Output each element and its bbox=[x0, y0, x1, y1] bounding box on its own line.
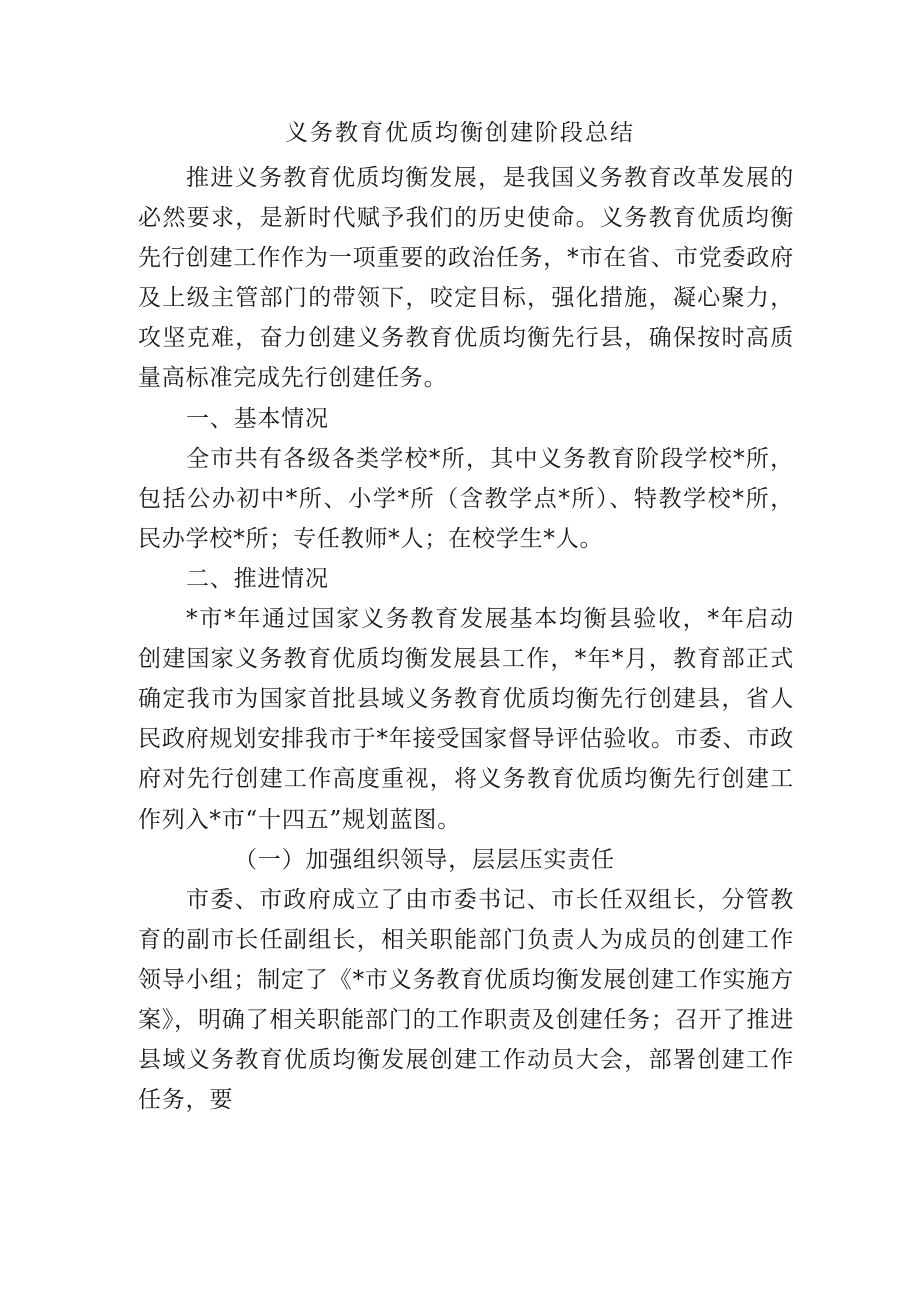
subsection-heading-leadership: （一）加强组织领导，层层压实责任 bbox=[234, 846, 615, 873]
progress-paragraph: *市*年通过国家义务教育发展基本均衡县验收，*年启动创建国家义务教育优质均衡发展县工作，*年*月，教育部正式确定我市为国家首批县域义务教育优质均衡先行创建县，省人民政府规划安排我市于*年接受国家督导评估验收。市委、市政府对先行创建工作高度重视，将义务教育优质均衡先行创建工作列入*市“十四五”规划蓝图。 bbox=[138, 606, 794, 833]
section-heading-basic: 一、基本情况 bbox=[186, 405, 329, 432]
leadership-paragraph: 市委、市政府成立了由市委书记、市长任双组长，分管教育的副市长任副组长，相关职能部门负责人为成员的创建工作领导小组；制定了《*市义务教育优质均衡发展创建工作实施方案》，明确了相关职能部门的工作职责及创建任务；召开了推进县域义务教育优质均衡发展创建工作动员大会，部署创建工作任务，要 bbox=[138, 886, 794, 1114]
basic-situation-paragraph: 全市共有各级各类学校*所，其中义务教育阶段学校*所，包括公办初中*所、小学*所（含教学点*所）、特教学校*所，民办学校*所；专任教师*人；在校学生*人。 bbox=[138, 445, 794, 552]
document-body bbox=[138, 158, 794, 1120]
document-title: 义务教育优质均衡创建阶段总结 bbox=[285, 120, 635, 146]
section-heading-progress: 二、推进情况 bbox=[186, 565, 329, 592]
intro-paragraph: 推进义务教育优质均衡发展，是我国义务教育改革发展的必然要求，是新时代赋予我们的历史使命。义务教育优质均衡先行创建工作作为一项重要的政治任务，*市在省、市党委政府及上级主管部门的带领下，咬定目标，强化措施，凝心聚力，攻坚克难，奋力创建义务教育优质均衡先行县，确保按时高质量高标准完成先行创建任务。 bbox=[138, 165, 794, 392]
